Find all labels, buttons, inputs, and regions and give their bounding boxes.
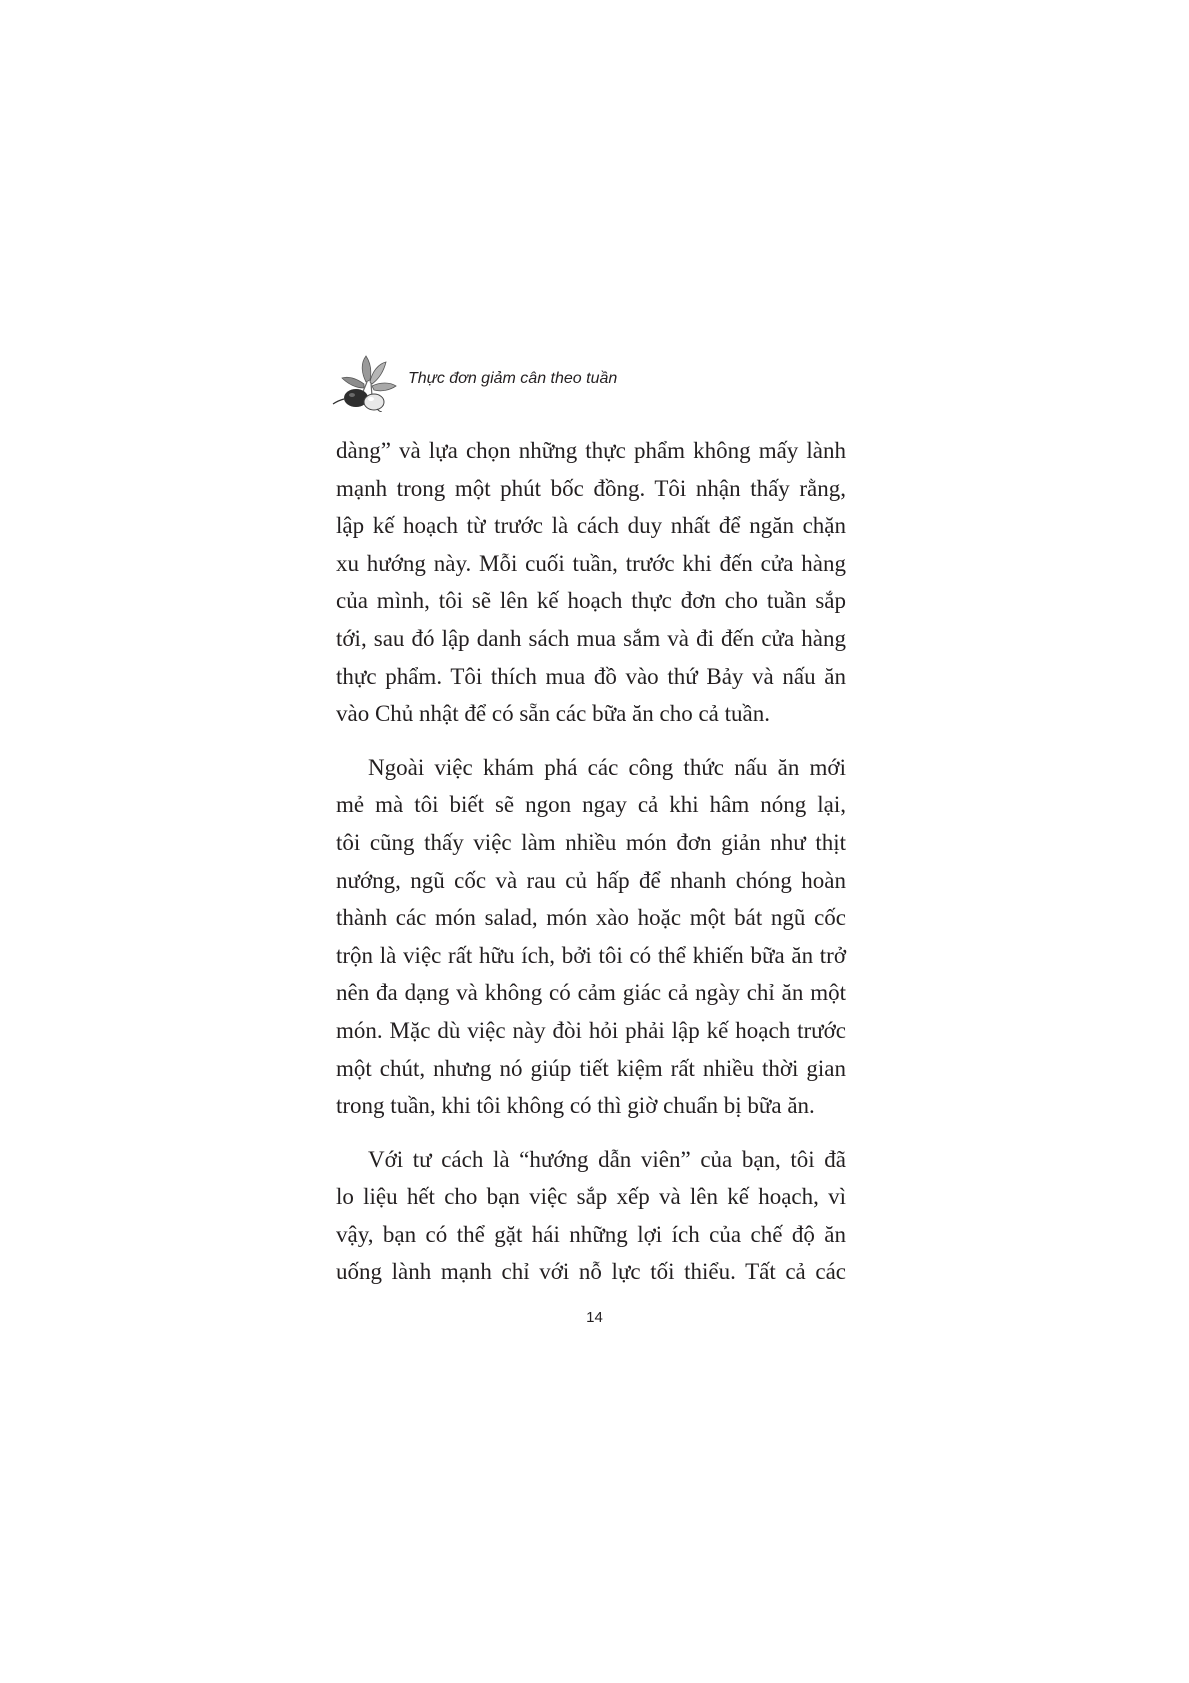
text-line: món. Mặc dù việc này đòi hỏi phải lập kế hoạch trước [336,1017,846,1043]
text-line: lập kế hoạch từ trước là cách duy nhất để ngăn chặn [336,513,846,539]
text-line: thực phẩm. Tôi thích mua đồ vào thứ Bảy và nấu ăn [336,663,846,689]
text-line: lo liệu hết cho bạn việc sắp xếp và lên kế hoạch, vì [336,1184,846,1210]
text-line: xu hướng này. Mỗi cuối tuần, trước khi đến cửa hàng [336,550,846,576]
text-line: tới, sau đó lập danh sách mua sắm và đi đến cửa hàng [336,625,846,651]
text-line: vào Chủ nhật để có sẵn các bữa ăn cho cả tuần. [336,701,770,727]
text-line: trộn là việc rất hữu ích, bởi tôi có thể khiến bữa ăn trở [336,942,846,968]
text-line: dàng” và lựa chọn những thực phẩm không mấy lành [336,438,846,463]
text-line: mạnh trong một phút bốc đồng. Tôi nhận thấy rằng, [336,475,846,501]
text-line: nướng, ngũ cốc và rau củ hấp để nhanh chóng hoàn [336,867,846,893]
text-line: vậy, bạn có thể gặt hái những lợi ích của chế độ ăn [336,1221,846,1247]
text-line: uống lành mạnh chỉ với nỗ lực tối thiểu. Tất cả các [336,1259,846,1285]
paragraph-2 [336,749,846,1125]
paragraph-1 [336,432,846,733]
text-line: tôi cũng thấy việc làm nhiều món đơn giản như thịt [336,829,846,855]
text-line: Với tư cách là “hướng dẫn viên” của bạn, tôi đã [368,1146,846,1172]
running-header [332,352,732,412]
paragraph-3 [336,1141,846,1291]
running-header-title: Thực đơn giảm cân theo tuần [408,370,618,387]
body-text [336,432,846,1291]
text-line: một chút, nhưng nó giúp tiết kiệm rất nhiều thời gian [336,1055,846,1081]
text-line: mẻ mà tôi biết sẽ ngon ngay cả khi hâm nóng lại, [336,792,846,818]
text-line: thành các món salad, món xào hoặc một bát ngũ cốc [336,905,846,931]
text-line: nên đa dạng và không có cảm giác cả ngày chỉ ăn một [336,980,846,1006]
text-line: trong tuần, khi tôi không có thì giờ chuẩn bị bữa ăn. [336,1093,815,1119]
page-number: 14 [586,1309,603,1326]
text-line: Ngoài việc khám phá các công thức nấu ăn mới [368,754,846,780]
radish-icon [332,352,410,412]
text-line: của mình, tôi sẽ lên kế hoạch thực đơn cho tuần sắp [336,588,846,614]
